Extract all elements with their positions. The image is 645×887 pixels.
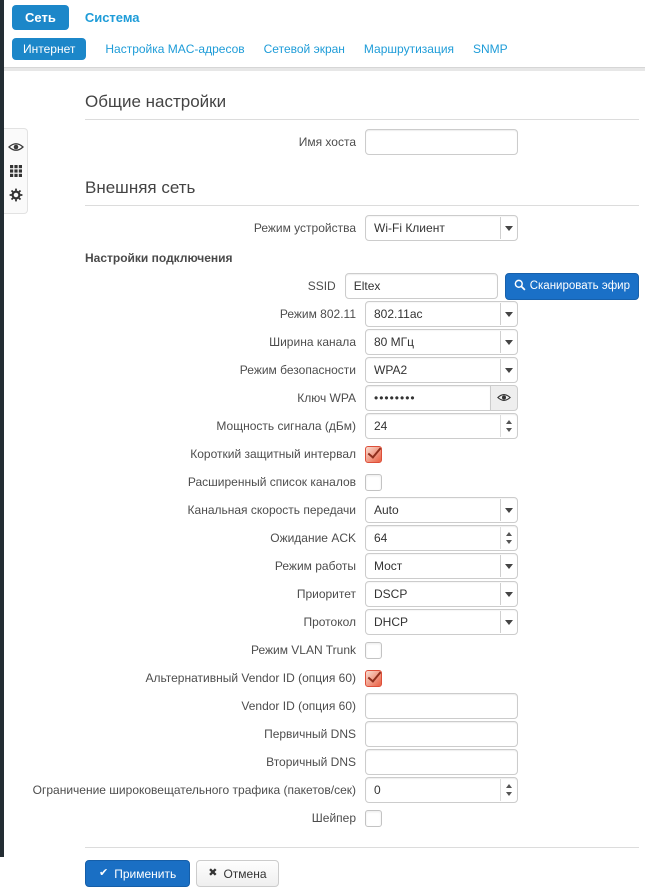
tab-network[interactable]: Сеть	[12, 5, 69, 30]
hostname-label: Имя хоста	[298, 135, 356, 149]
extended-channel-list-checkbox[interactable]	[365, 474, 382, 491]
section-title-wan: Внешняя сеть	[85, 178, 196, 197]
extended-channel-list-row	[85, 468, 639, 496]
shaper-row	[85, 804, 639, 832]
channel-width-label: Ширина канала	[269, 335, 356, 349]
ack-timeout-value: 64	[374, 531, 388, 545]
priority-label: Приоритет	[296, 587, 356, 601]
spinner-arrows-icon[interactable]	[500, 415, 517, 437]
section-title-general: Общие настройки	[85, 92, 227, 111]
protocol-value: DHCP	[374, 615, 409, 629]
main-content	[32, 71, 639, 887]
ssid-label: SSID	[307, 279, 336, 293]
wpa-key-label: Ключ WPA	[297, 391, 356, 405]
section-divider	[85, 119, 639, 120]
ack-timeout-label: Ожидание ACK	[270, 531, 356, 545]
device-mode-label: Режим устройства	[253, 221, 356, 235]
work-mode-value: Мост	[374, 559, 403, 573]
tab-firewall[interactable]: Сетевой экран	[263, 42, 345, 56]
chevron-down-icon	[500, 611, 517, 633]
connection-settings-label: Настройки подключения	[85, 251, 233, 265]
hostname-input[interactable]	[365, 129, 518, 155]
vlan-trunk-label: Режим VLAN Trunk	[250, 643, 356, 657]
footer-divider	[85, 847, 639, 848]
shaper-checkbox[interactable]	[365, 810, 382, 827]
tx-power-row	[85, 412, 639, 440]
broadcast-limit-value: 0	[374, 783, 381, 797]
mode-80211-value: 802.11ac	[374, 307, 423, 321]
tab-routing[interactable]: Маршрутизация	[363, 42, 455, 56]
ssid-row	[85, 272, 639, 300]
data-rate-select[interactable]	[365, 497, 518, 523]
security-mode-row	[85, 356, 639, 384]
broadcast-limit-row	[32, 776, 639, 804]
chevron-down-icon	[500, 331, 517, 353]
gear-icon[interactable]	[8, 188, 24, 202]
data-rate-row	[85, 496, 639, 524]
data-rate-value: Auto	[374, 503, 399, 517]
priority-value: DSCP	[374, 587, 408, 601]
spinner-arrows-icon[interactable]	[500, 779, 517, 801]
wpa-key-row	[85, 384, 639, 412]
x-icon: ✖	[208, 867, 218, 879]
vlan-trunk-checkbox[interactable]	[365, 642, 382, 659]
work-mode-select[interactable]	[365, 553, 518, 579]
device-mode-value: Wi-Fi Клиент	[374, 221, 445, 235]
chevron-down-icon	[500, 555, 517, 577]
chevron-down-icon	[500, 583, 517, 605]
secondary-dns-input[interactable]	[365, 749, 518, 775]
tab-system[interactable]: Система	[84, 10, 140, 25]
ssid-input[interactable]	[345, 273, 498, 299]
primary-nav	[0, 0, 645, 30]
wpa-key-input[interactable]	[365, 385, 490, 411]
eye-icon[interactable]	[8, 140, 24, 154]
chevron-down-icon	[500, 303, 517, 325]
side-tool-panel	[4, 128, 28, 214]
protocol-select[interactable]	[365, 609, 518, 635]
alt-vendor-id-checkbox[interactable]	[365, 670, 382, 687]
search-icon	[514, 279, 526, 294]
cancel-button[interactable]: ✖ Отмена	[196, 860, 278, 887]
chevron-down-icon	[500, 499, 517, 521]
security-mode-value: WPA2	[374, 363, 408, 377]
vendor-id-label: Vendor ID (опция 60)	[241, 699, 356, 713]
broadcast-limit-stepper[interactable]	[365, 777, 518, 803]
shaper-label: Шейпер	[311, 811, 356, 825]
short-gi-label: Короткий защитный интервал	[190, 447, 356, 461]
show-password-button[interactable]	[490, 385, 518, 411]
spinner-arrows-icon[interactable]	[500, 527, 517, 549]
channel-width-value: 80 МГц	[374, 335, 415, 349]
ack-timeout-stepper[interactable]	[365, 525, 518, 551]
grid-icon[interactable]	[8, 164, 24, 178]
chevron-down-icon	[500, 217, 517, 239]
scan-air-button[interactable]: Сканировать эфир	[505, 273, 639, 300]
security-mode-label: Режим безопасности	[239, 363, 356, 377]
tx-power-value: 24	[374, 419, 388, 433]
security-mode-select[interactable]	[365, 357, 518, 383]
primary-dns-input[interactable]	[365, 721, 518, 747]
tab-mac-settings[interactable]: Настройка MAC-адресов	[105, 42, 245, 56]
secondary-dns-row	[85, 748, 639, 776]
ack-timeout-row	[85, 524, 639, 552]
check-icon: ✔	[99, 867, 109, 879]
mode-80211-select[interactable]	[365, 301, 518, 327]
work-mode-row	[85, 552, 639, 580]
device-mode-row	[85, 214, 639, 242]
primary-dns-row	[85, 720, 639, 748]
device-mode-select[interactable]	[365, 215, 518, 241]
tx-power-stepper[interactable]	[365, 413, 518, 439]
channel-width-row	[85, 328, 639, 356]
tx-power-label: Мощность сигнала (дБм)	[216, 419, 356, 433]
tab-snmp[interactable]: SNMP	[473, 42, 508, 56]
short-gi-checkbox[interactable]	[365, 446, 382, 463]
alt-vendor-id-row	[85, 664, 639, 692]
alt-vendor-id-label: Альтернативный Vendor ID (опция 60)	[145, 671, 356, 685]
extended-channel-list-label: Расширенный список каналов	[187, 475, 356, 489]
vendor-id-input[interactable]	[365, 693, 518, 719]
mode-80211-label: Режим 802.11	[279, 307, 356, 321]
primary-dns-label: Первичный DNS	[264, 727, 356, 741]
channel-width-select[interactable]	[365, 329, 518, 355]
protocol-label: Протокол	[303, 615, 356, 629]
vendor-id-row	[85, 692, 639, 720]
tab-internet[interactable]: Интернет	[12, 38, 86, 60]
secondary-nav	[0, 38, 645, 60]
hostname-row	[85, 128, 639, 156]
mode-80211-row	[85, 300, 639, 328]
priority-select[interactable]	[365, 581, 518, 607]
secondary-dns-label: Вторичный DNS	[266, 755, 356, 769]
short-gi-row	[85, 440, 639, 468]
work-mode-label: Режим работы	[274, 559, 356, 573]
broadcast-limit-label: Ограничение широковещательного трафика (пакетов/сек)	[32, 783, 356, 797]
protocol-row	[85, 608, 639, 636]
chevron-down-icon	[500, 359, 517, 381]
priority-row	[85, 580, 639, 608]
eye-icon	[497, 389, 511, 407]
footer-actions	[85, 860, 639, 887]
data-rate-label: Канальная скорость передачи	[187, 503, 356, 517]
apply-button[interactable]: ✔ Применить	[85, 860, 190, 887]
vlan-trunk-row	[85, 636, 639, 664]
section-divider	[85, 205, 639, 206]
